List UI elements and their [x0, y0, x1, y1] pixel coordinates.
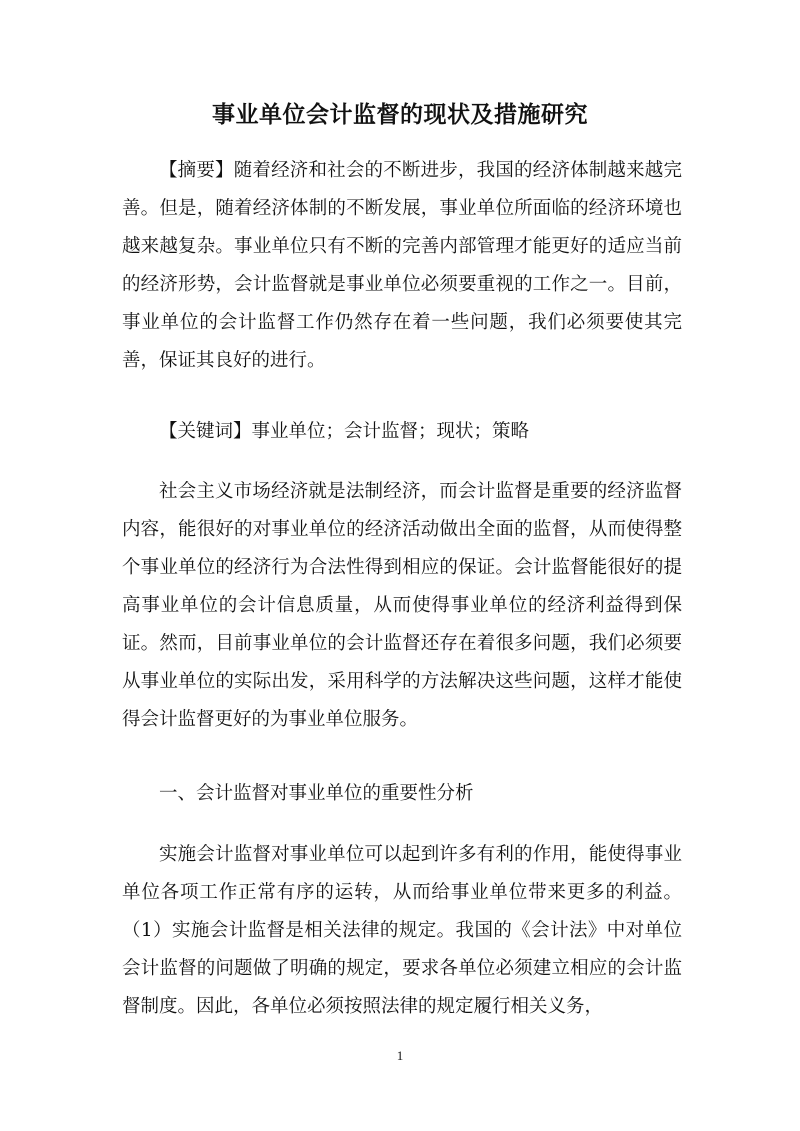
abstract-paragraph: 【摘要】随着经济和社会的不断进步，我国的经济体制越来越完善。但是，随着经济体制的不断发展，事业单位所面临的经济环境也越来越复杂。事业单位只有不断的完善内部管理才能更好的适应当前的经济形势，会计监督就是事业单位必须要重视的工作之一。目前，事业单位的会计监督工作仍然存在着一些问题，我们必须要使其完善，保证其良好的进行。 [122, 160, 682, 371]
intro-paragraph: 社会主义市场经济就是法制经济，而会计监督是重要的经济监督内容，能很好的对事业单位的经济活动做出全面的监督，从而使得整个事业单位的经济行为合法性得到相应的保证。会计监督能很好的提高事业单位的会计信息质量，从而使得事业单位的经济利益得到保证。然而，目前事业单位的会计监督还存在着很多问题，我们必须要从事业单位的实际出发，采用科学的方法解决这些问题，这样才能使得会计监督更好的为事业单位服务。 [122, 481, 682, 730]
section-heading: 一、会计监督对事业单位的重要性分析 [159, 783, 474, 804]
keywords-paragraph: 【关键词】事业单位；会计监督；现状；策略 [159, 421, 530, 442]
section-paragraph: 实施会计监督对事业单位可以起到许多有利的作用，能使得事业单位各项工作正常有序的运转，从而给事业单位带来更多的利益。（1）实施会计监督是相关法律的规定。我国的《会计法》中对单位会计监督的问题做了明确的规定，要求各单位必须建立相应的会计监督制度。因此，各单位必须按照法律的规定履行相关义务， [122, 844, 682, 1017]
document-title: 事业单位会计监督的现状及措施研究 [212, 102, 588, 128]
page-number: 1 [396, 1048, 404, 1063]
